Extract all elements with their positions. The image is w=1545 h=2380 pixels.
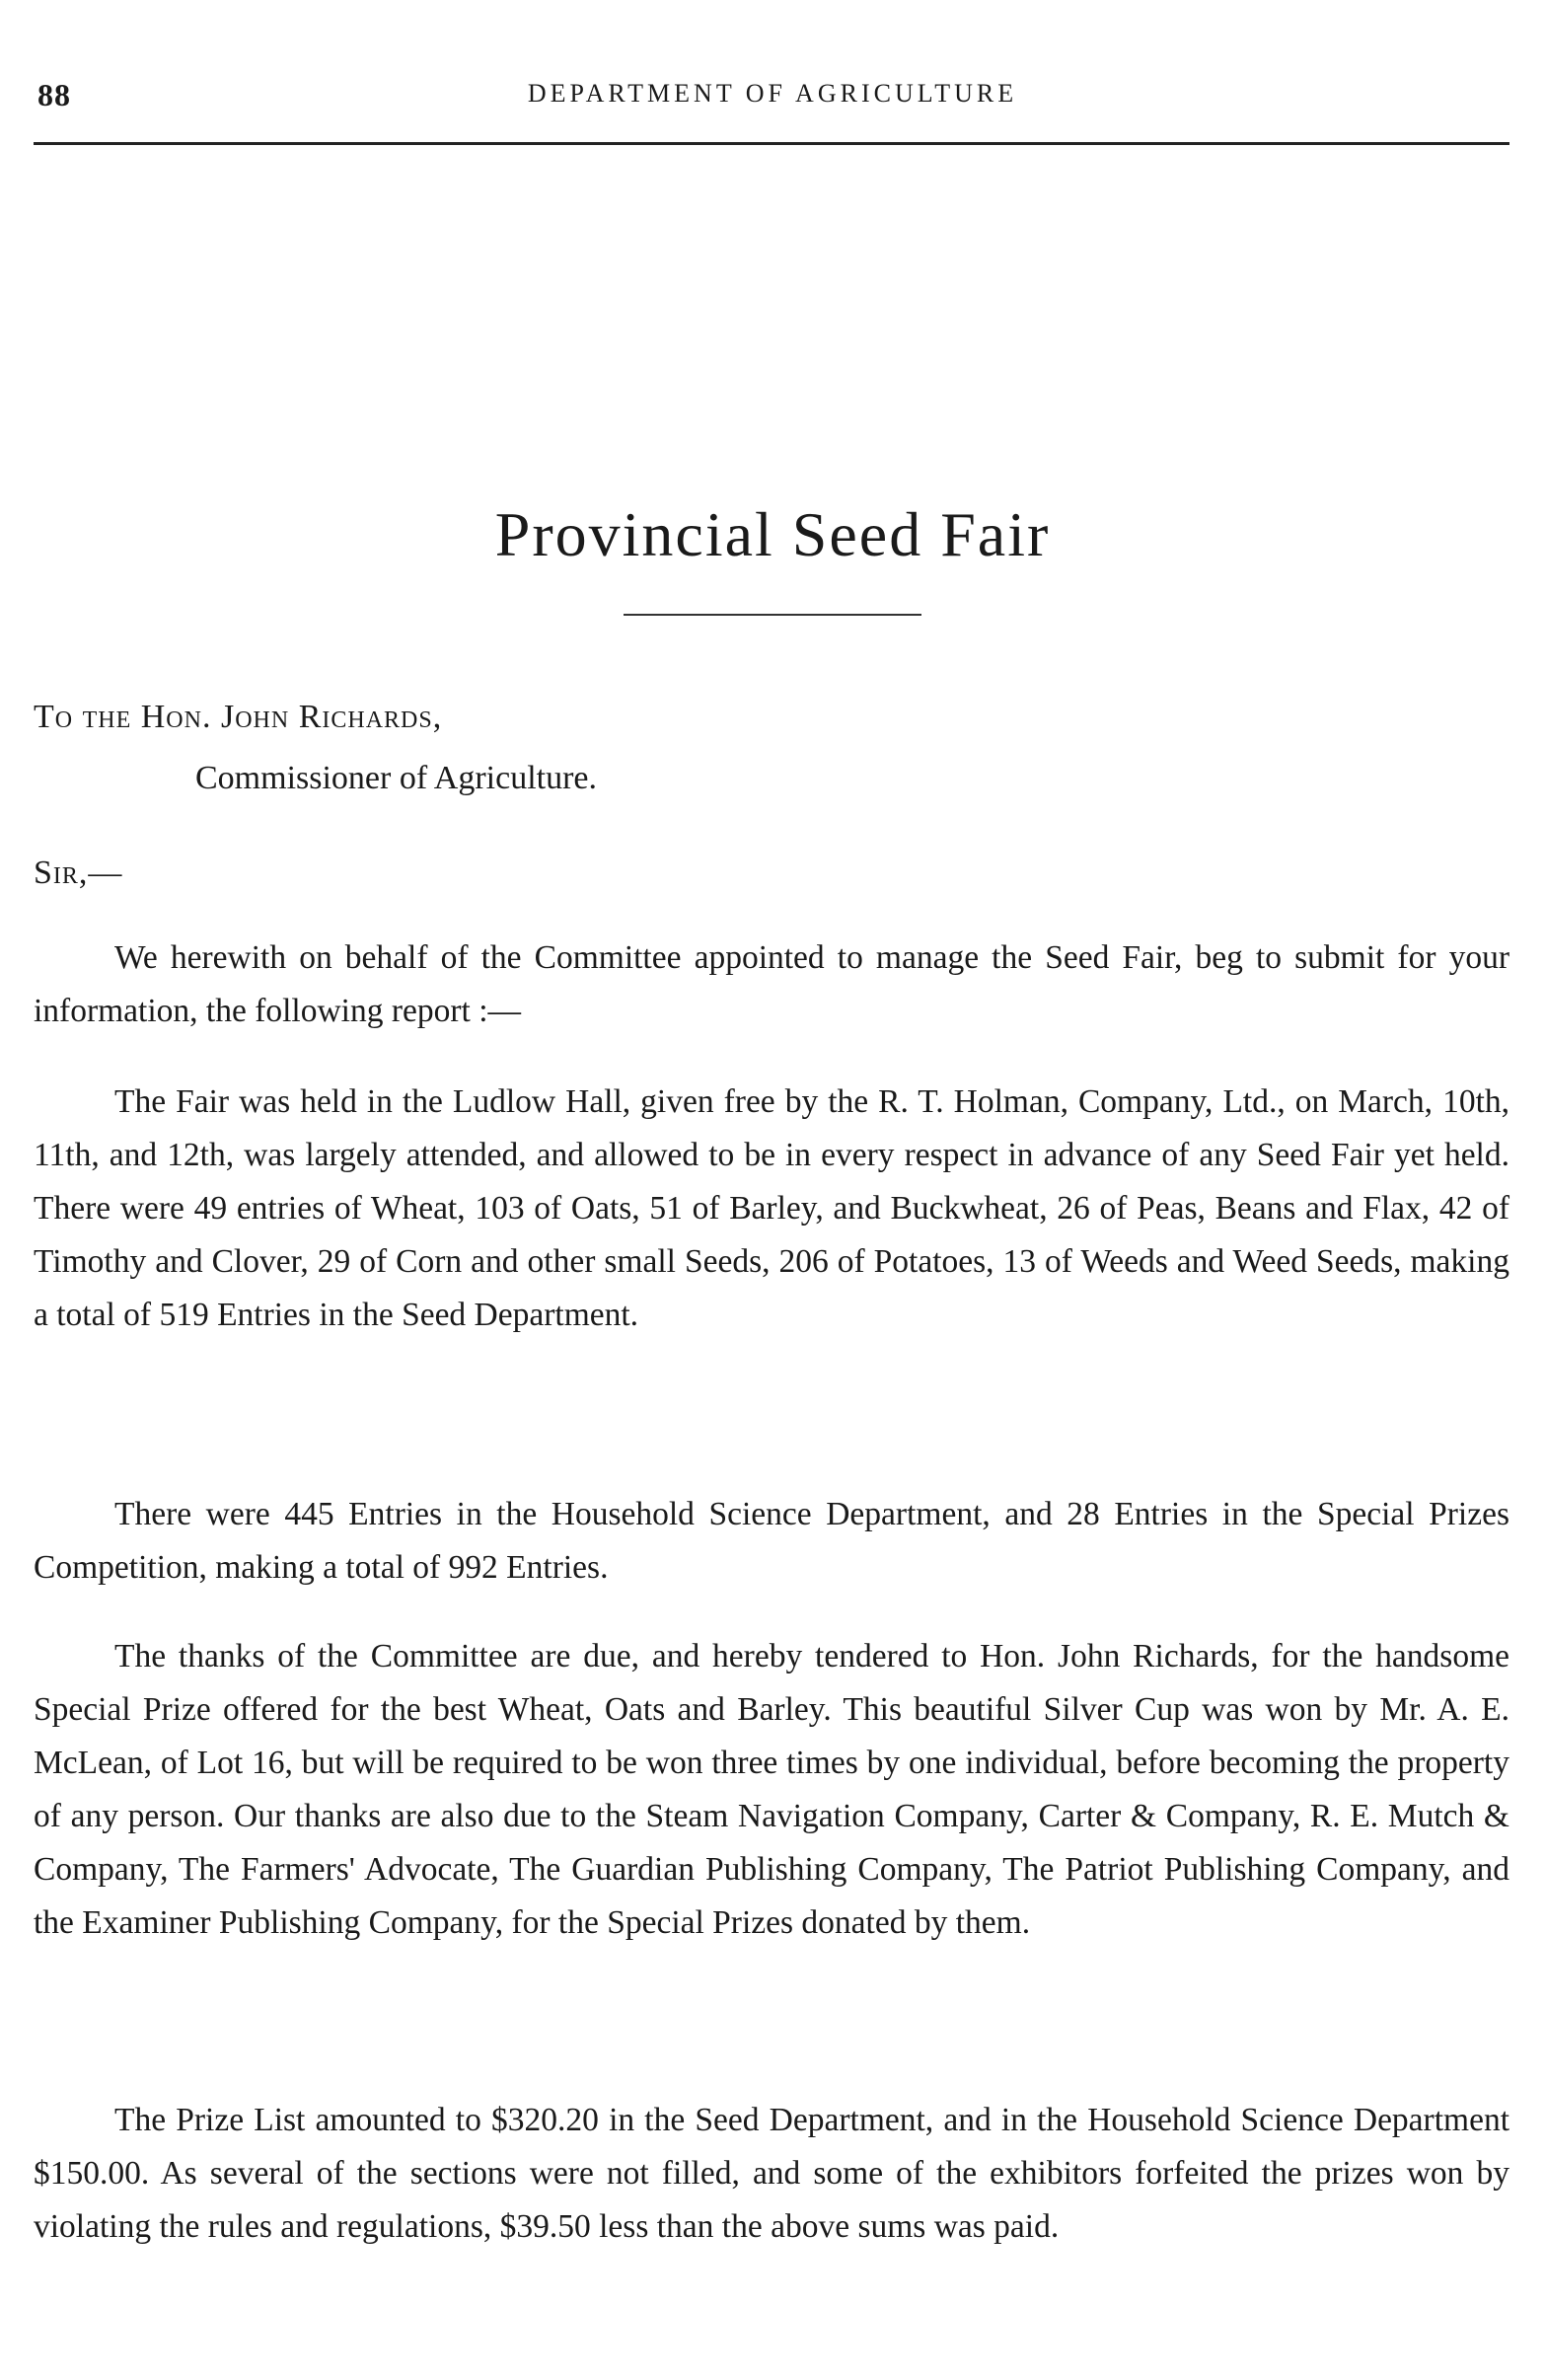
page-title: Provincial Seed Fair	[494, 499, 1051, 569]
paragraph-fair-entries: The Fair was held in the Ludlow Hall, given free by the R. T. Holman, Company, Ltd., on March, 10th, 11th, and 12th, was largely attended, and allowed to be in every respect in advance of any Seed Fair yet held. There were 49 entries of Wheat, 103 of Oats, 51 of Barley, and Buckwheat, 26 of Peas, Beans and Flax, 42 of Timothy and Clover, 29 of Corn and other small Seeds, 206 of Potatoes, 13 of Weeds and Weed Seeds, making a total of 519 Entries in the Seed Department.	[34, 1083, 1509, 1333]
addressee-line: To the Hon. John Richards,	[34, 699, 443, 735]
running-header	[0, 77, 1545, 116]
page-number: 88	[37, 77, 71, 112]
greeting: Sir,—	[34, 855, 123, 891]
addressee-office: Commissioner of Agriculture.	[195, 760, 598, 796]
header-rule	[34, 142, 1509, 145]
paragraph-thanks: The thanks of the Committee are due, and hereby tendered to Hon. John Richards, for the handsome Special Prize offered for the best Wheat, Oats and Barley. This beautiful Silver Cup was won by Mr. A. E. McLean, of Lot 16, but will be required to be won three times by one individual, before becoming the property of any person. Our thanks are also due to the Steam Navigation Company, Carter & Company, R. E. Mutch & Company, The Farmers' Advocate, The Guardian Publishing Company, The Patriot Publishing Company, and the Examiner Publishing Company, for the Special Prizes donated by them.	[34, 1638, 1509, 1941]
paragraph-intro: We herewith on behalf of the Committee appointed to manage the Seed Fair, beg to submit for your information, the following report :—	[34, 939, 1509, 1029]
paragraph-prize-list: The Prize List amounted to $320.20 in the Seed Department, and in the Household Science Department $150.00. As several of the sections were not filled, and some of the exhibitors forfeited the prizes won by violating the rules and regulations, $39.50 less than the above sums was paid.	[34, 2102, 1509, 2245]
paragraph-household-entries: There were 445 Entries in the Household Science Department, and 28 Entries in the Special Prizes Competition, making a total of 992 Entries.	[34, 1496, 1509, 1586]
running-title: DEPARTMENT OF AGRICULTURE	[527, 79, 1018, 108]
title-rule	[624, 614, 921, 616]
